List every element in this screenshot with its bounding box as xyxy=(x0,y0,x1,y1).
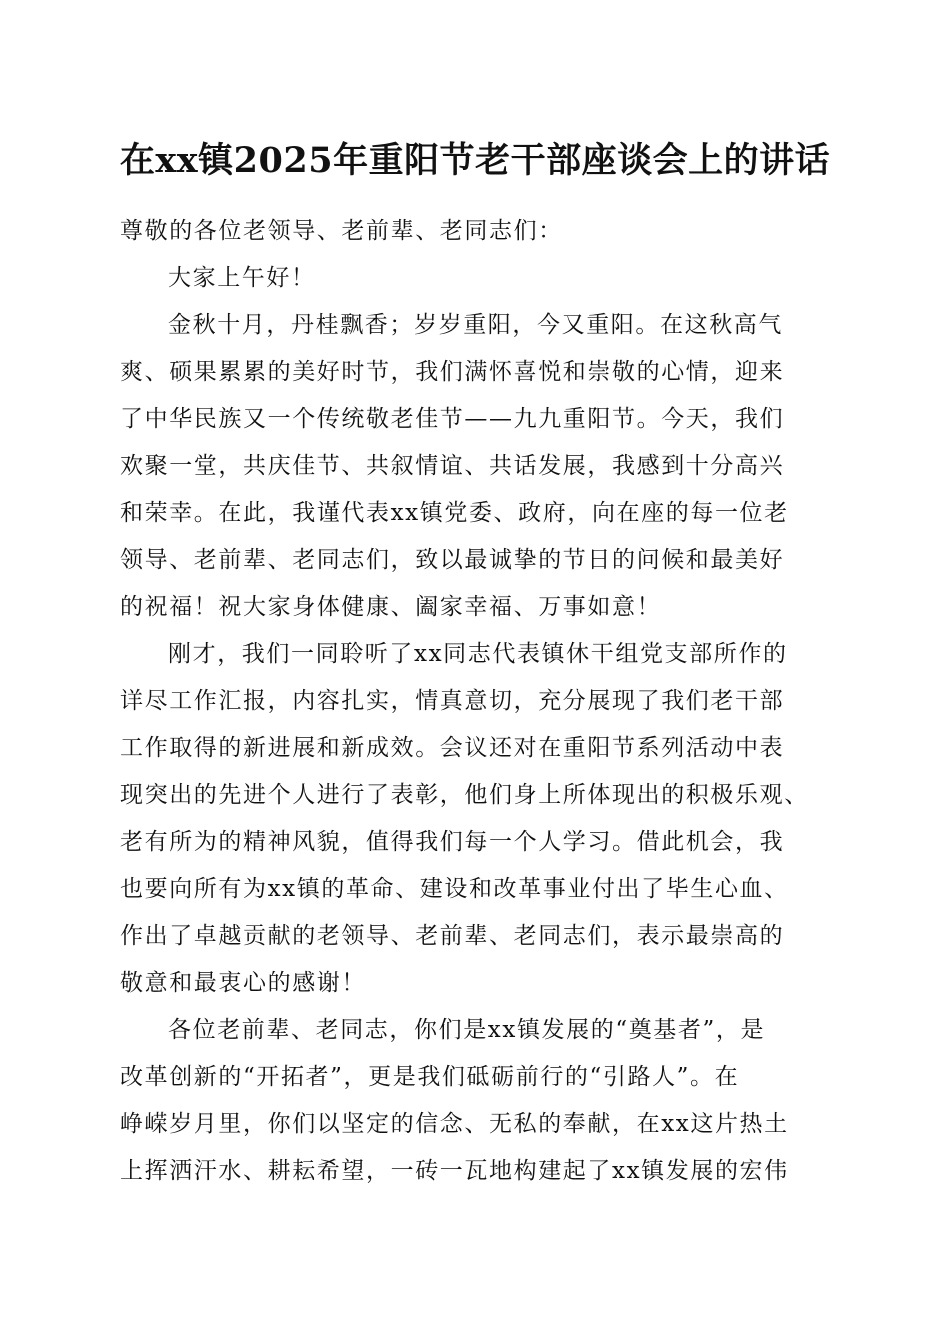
text-line: 也要向所有为xx镇的革命、建设和改革事业付出了毕生心血、 xyxy=(120,876,789,902)
text-line: 领导、老前辈、老同志们，致以最诚挚的节日的问候和最美好 xyxy=(120,547,785,573)
text-line: 爽、硕果累累的美好时节，我们满怀喜悦和崇敬的心情，迎来 xyxy=(120,359,785,385)
text-line: 欢聚一堂，共庆佳节、共叙情谊、共话发展，我感到十分高兴 xyxy=(120,453,785,479)
text-line: 作出了卓越贡献的老领导、老前辈、老同志们，表示最崇高的 xyxy=(120,923,785,949)
text-line: 上挥洒汗水、耕耘希望，一砖一瓦地构建起了xx镇发展的宏伟 xyxy=(120,1158,789,1184)
text-line: 敬意和最衷心的感谢！ xyxy=(120,970,366,996)
text-line: 金秋十月，丹桂飘香；岁岁重阳，今又重阳。在这秋高气 xyxy=(168,312,783,338)
text-line: 了中华民族又一个传统敬老佳节——九九重阳节。今天，我们 xyxy=(120,406,785,432)
text-line: 工作取得的新进展和新成效。会议还对在重阳节系列活动中表 xyxy=(120,735,785,761)
text-line: 各位老前辈、老同志，你们是xx镇发展的“奠基者”，是 xyxy=(168,1017,766,1043)
text-line: 刚才，我们一同聆听了xx同志代表镇休干组党支部所作的 xyxy=(168,641,788,667)
document-title: 在xx镇2025年重阳节老干部座谈会上的讲话 xyxy=(119,140,831,181)
text-line: 尊敬的各位老领导、老前辈、老同志们： xyxy=(120,218,563,244)
document-body xyxy=(120,208,840,1195)
text-line: 和荣幸。在此，我谨代表xx镇党委、政府，向在座的每一位老 xyxy=(120,500,789,526)
text-line: 峥嵘岁月里，你们以坚定的信念、无私的奉献，在xx这片热土 xyxy=(120,1111,789,1137)
text-line: 大家上午好！ xyxy=(168,265,316,291)
text-line: 老有所为的精神风貌，值得我们每一个人学习。借此机会，我 xyxy=(120,829,785,855)
text-line: 详尽工作汇报，内容扎实，情真意切，充分展现了我们老干部 xyxy=(120,688,785,714)
text-line: 现突出的先进个人进行了表彰，他们身上所体现出的积极乐观、 xyxy=(120,782,809,808)
text-line: 的祝福！祝大家身体健康、阖家幸福、万事如意！ xyxy=(120,594,662,620)
text-line: 改革创新的“开拓者”，更是我们砥砺前行的“引路人”。在 xyxy=(120,1064,740,1090)
